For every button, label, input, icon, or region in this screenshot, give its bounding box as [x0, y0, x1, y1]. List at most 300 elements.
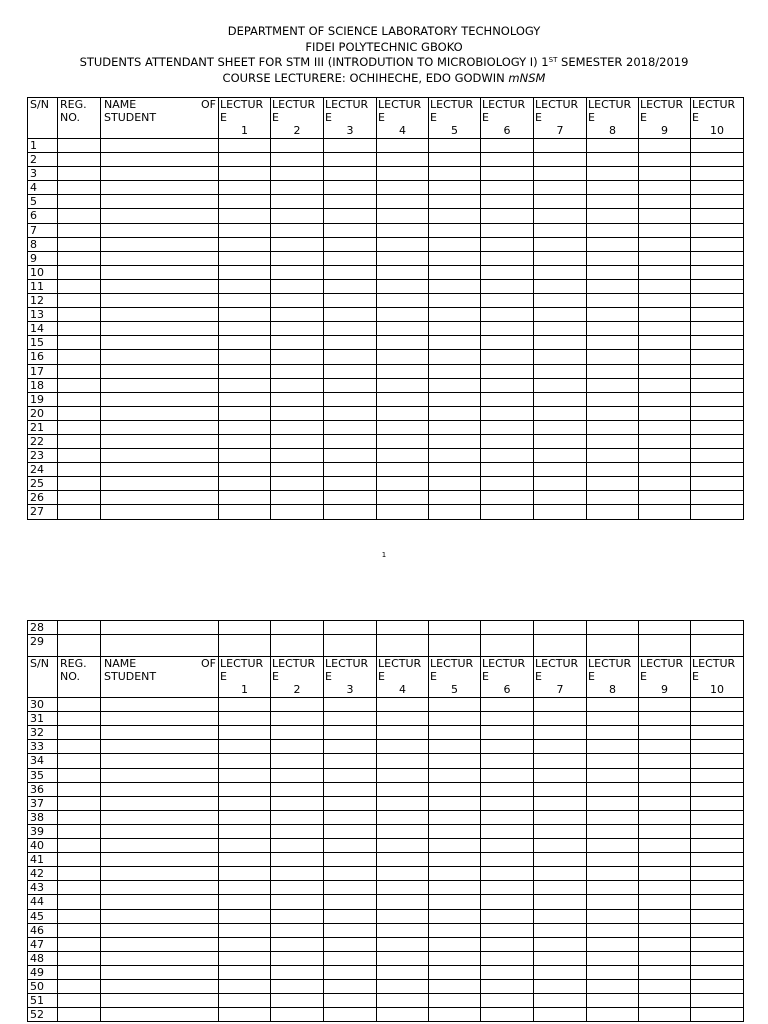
attendance-cell-lecture-2[interactable]: [271, 698, 324, 712]
attendance-cell-lecture-2[interactable]: [271, 881, 324, 895]
reg-no-cell[interactable]: [58, 153, 101, 167]
attendance-cell-lecture-3[interactable]: [324, 853, 377, 867]
attendance-cell-lecture-7[interactable]: [534, 392, 587, 406]
attendance-cell-lecture-2[interactable]: [271, 322, 324, 336]
attendance-cell-lecture-6[interactable]: [481, 251, 534, 265]
student-name-cell[interactable]: [101, 740, 219, 754]
attendance-cell-lecture-1[interactable]: [219, 909, 271, 923]
attendance-cell-lecture-8[interactable]: [587, 279, 639, 293]
attendance-cell-lecture-4[interactable]: [377, 294, 429, 308]
attendance-cell-lecture-6[interactable]: [481, 294, 534, 308]
reg-no-cell[interactable]: [58, 881, 101, 895]
attendance-cell-lecture-10[interactable]: [691, 209, 744, 223]
reg-no-cell[interactable]: [58, 477, 101, 491]
attendance-cell-lecture-5[interactable]: [429, 378, 481, 392]
attendance-cell-lecture-5[interactable]: [429, 434, 481, 448]
attendance-cell-lecture-7[interactable]: [534, 477, 587, 491]
attendance-cell-lecture-3[interactable]: [324, 881, 377, 895]
attendance-cell-lecture-5[interactable]: [429, 923, 481, 937]
attendance-cell-lecture-9[interactable]: [639, 712, 691, 726]
attendance-cell-lecture-7[interactable]: [534, 824, 587, 838]
attendance-cell-lecture-3[interactable]: [324, 378, 377, 392]
attendance-cell-lecture-2[interactable]: [271, 420, 324, 434]
attendance-cell-lecture-9[interactable]: [639, 364, 691, 378]
attendance-cell-lecture-6[interactable]: [481, 895, 534, 909]
attendance-cell-lecture-4[interactable]: [377, 406, 429, 420]
attendance-cell-lecture-10[interactable]: [691, 477, 744, 491]
attendance-cell-lecture-7[interactable]: [534, 853, 587, 867]
attendance-cell-lecture-8[interactable]: [587, 195, 639, 209]
attendance-cell-lecture-1[interactable]: [219, 251, 271, 265]
attendance-cell-lecture-7[interactable]: [534, 621, 587, 635]
attendance-cell-lecture-9[interactable]: [639, 308, 691, 322]
attendance-cell-lecture-6[interactable]: [481, 994, 534, 1008]
attendance-cell-lecture-2[interactable]: [271, 449, 324, 463]
attendance-cell-lecture-7[interactable]: [534, 153, 587, 167]
reg-no-cell[interactable]: [58, 251, 101, 265]
attendance-cell-lecture-1[interactable]: [219, 635, 271, 657]
attendance-cell-lecture-9[interactable]: [639, 491, 691, 505]
attendance-cell-lecture-2[interactable]: [271, 350, 324, 364]
attendance-cell-lecture-9[interactable]: [639, 209, 691, 223]
attendance-cell-lecture-5[interactable]: [429, 824, 481, 838]
reg-no-cell[interactable]: [58, 406, 101, 420]
reg-no-cell[interactable]: [58, 209, 101, 223]
attendance-cell-lecture-5[interactable]: [429, 726, 481, 740]
attendance-cell-lecture-9[interactable]: [639, 392, 691, 406]
student-name-cell[interactable]: [101, 839, 219, 853]
attendance-cell-lecture-2[interactable]: [271, 251, 324, 265]
attendance-cell-lecture-3[interactable]: [324, 768, 377, 782]
attendance-cell-lecture-8[interactable]: [587, 350, 639, 364]
attendance-cell-lecture-10[interactable]: [691, 1008, 744, 1022]
reg-no-cell[interactable]: [58, 505, 101, 519]
attendance-cell-lecture-6[interactable]: [481, 635, 534, 657]
attendance-cell-lecture-7[interactable]: [534, 237, 587, 251]
attendance-cell-lecture-6[interactable]: [481, 796, 534, 810]
attendance-cell-lecture-4[interactable]: [377, 181, 429, 195]
student-name-cell[interactable]: [101, 406, 219, 420]
attendance-cell-lecture-2[interactable]: [271, 181, 324, 195]
attendance-cell-lecture-2[interactable]: [271, 923, 324, 937]
attendance-cell-lecture-1[interactable]: [219, 364, 271, 378]
attendance-cell-lecture-3[interactable]: [324, 909, 377, 923]
attendance-cell-lecture-8[interactable]: [587, 782, 639, 796]
student-name-cell[interactable]: [101, 477, 219, 491]
attendance-cell-lecture-1[interactable]: [219, 965, 271, 979]
student-name-cell[interactable]: [101, 965, 219, 979]
attendance-cell-lecture-1[interactable]: [219, 491, 271, 505]
attendance-cell-lecture-9[interactable]: [639, 839, 691, 853]
attendance-cell-lecture-1[interactable]: [219, 477, 271, 491]
attendance-cell-lecture-10[interactable]: [691, 965, 744, 979]
attendance-cell-lecture-4[interactable]: [377, 740, 429, 754]
attendance-cell-lecture-8[interactable]: [587, 768, 639, 782]
attendance-cell-lecture-2[interactable]: [271, 994, 324, 1008]
attendance-cell-lecture-2[interactable]: [271, 810, 324, 824]
reg-no-cell[interactable]: [58, 853, 101, 867]
attendance-cell-lecture-1[interactable]: [219, 923, 271, 937]
attendance-cell-lecture-2[interactable]: [271, 796, 324, 810]
attendance-cell-lecture-6[interactable]: [481, 139, 534, 153]
attendance-cell-lecture-4[interactable]: [377, 434, 429, 448]
attendance-cell-lecture-10[interactable]: [691, 491, 744, 505]
attendance-cell-lecture-2[interactable]: [271, 167, 324, 181]
student-name-cell[interactable]: [101, 994, 219, 1008]
attendance-cell-lecture-4[interactable]: [377, 621, 429, 635]
attendance-cell-lecture-2[interactable]: [271, 434, 324, 448]
attendance-cell-lecture-6[interactable]: [481, 491, 534, 505]
attendance-cell-lecture-7[interactable]: [534, 378, 587, 392]
attendance-cell-lecture-1[interactable]: [219, 881, 271, 895]
attendance-cell-lecture-1[interactable]: [219, 505, 271, 519]
attendance-cell-lecture-6[interactable]: [481, 336, 534, 350]
attendance-cell-lecture-4[interactable]: [377, 1008, 429, 1022]
attendance-cell-lecture-1[interactable]: [219, 712, 271, 726]
student-name-cell[interactable]: [101, 294, 219, 308]
attendance-cell-lecture-3[interactable]: [324, 740, 377, 754]
attendance-cell-lecture-2[interactable]: [271, 782, 324, 796]
reg-no-cell[interactable]: [58, 754, 101, 768]
reg-no-cell[interactable]: [58, 308, 101, 322]
attendance-cell-lecture-2[interactable]: [271, 279, 324, 293]
reg-no-cell[interactable]: [58, 420, 101, 434]
attendance-cell-lecture-1[interactable]: [219, 895, 271, 909]
attendance-cell-lecture-1[interactable]: [219, 195, 271, 209]
attendance-cell-lecture-9[interactable]: [639, 979, 691, 993]
attendance-cell-lecture-10[interactable]: [691, 979, 744, 993]
student-name-cell[interactable]: [101, 909, 219, 923]
reg-no-cell[interactable]: [58, 937, 101, 951]
attendance-cell-lecture-2[interactable]: [271, 491, 324, 505]
attendance-cell-lecture-5[interactable]: [429, 322, 481, 336]
attendance-cell-lecture-1[interactable]: [219, 726, 271, 740]
attendance-cell-lecture-2[interactable]: [271, 824, 324, 838]
attendance-cell-lecture-9[interactable]: [639, 824, 691, 838]
attendance-cell-lecture-4[interactable]: [377, 392, 429, 406]
attendance-cell-lecture-5[interactable]: [429, 153, 481, 167]
attendance-cell-lecture-7[interactable]: [534, 449, 587, 463]
reg-no-cell[interactable]: [58, 839, 101, 853]
attendance-cell-lecture-3[interactable]: [324, 726, 377, 740]
attendance-cell-lecture-4[interactable]: [377, 350, 429, 364]
attendance-cell-lecture-1[interactable]: [219, 308, 271, 322]
attendance-cell-lecture-5[interactable]: [429, 796, 481, 810]
attendance-cell-lecture-9[interactable]: [639, 937, 691, 951]
attendance-cell-lecture-7[interactable]: [534, 294, 587, 308]
attendance-cell-lecture-3[interactable]: [324, 392, 377, 406]
attendance-cell-lecture-5[interactable]: [429, 139, 481, 153]
attendance-cell-lecture-1[interactable]: [219, 937, 271, 951]
attendance-cell-lecture-9[interactable]: [639, 463, 691, 477]
student-name-cell[interactable]: [101, 951, 219, 965]
student-name-cell[interactable]: [101, 810, 219, 824]
attendance-cell-lecture-6[interactable]: [481, 449, 534, 463]
reg-no-cell[interactable]: [58, 824, 101, 838]
attendance-cell-lecture-1[interactable]: [219, 994, 271, 1008]
attendance-cell-lecture-2[interactable]: [271, 895, 324, 909]
attendance-cell-lecture-5[interactable]: [429, 364, 481, 378]
attendance-cell-lecture-10[interactable]: [691, 923, 744, 937]
attendance-cell-lecture-1[interactable]: [219, 463, 271, 477]
attendance-cell-lecture-8[interactable]: [587, 796, 639, 810]
attendance-cell-lecture-10[interactable]: [691, 181, 744, 195]
reg-no-cell[interactable]: [58, 979, 101, 993]
attendance-cell-lecture-6[interactable]: [481, 181, 534, 195]
attendance-cell-lecture-8[interactable]: [587, 937, 639, 951]
attendance-cell-lecture-6[interactable]: [481, 322, 534, 336]
student-name-cell[interactable]: [101, 378, 219, 392]
attendance-cell-lecture-4[interactable]: [377, 994, 429, 1008]
attendance-cell-lecture-10[interactable]: [691, 768, 744, 782]
attendance-cell-lecture-3[interactable]: [324, 223, 377, 237]
attendance-cell-lecture-5[interactable]: [429, 209, 481, 223]
attendance-cell-lecture-5[interactable]: [429, 937, 481, 951]
attendance-cell-lecture-4[interactable]: [377, 223, 429, 237]
attendance-cell-lecture-6[interactable]: [481, 279, 534, 293]
attendance-cell-lecture-7[interactable]: [534, 406, 587, 420]
student-name-cell[interactable]: [101, 768, 219, 782]
attendance-cell-lecture-4[interactable]: [377, 839, 429, 853]
attendance-cell-lecture-5[interactable]: [429, 279, 481, 293]
attendance-cell-lecture-7[interactable]: [534, 881, 587, 895]
attendance-cell-lecture-10[interactable]: [691, 167, 744, 181]
student-name-cell[interactable]: [101, 181, 219, 195]
attendance-cell-lecture-6[interactable]: [481, 951, 534, 965]
attendance-cell-lecture-1[interactable]: [219, 768, 271, 782]
attendance-cell-lecture-2[interactable]: [271, 294, 324, 308]
attendance-cell-lecture-2[interactable]: [271, 712, 324, 726]
attendance-cell-lecture-1[interactable]: [219, 420, 271, 434]
attendance-cell-lecture-6[interactable]: [481, 839, 534, 853]
attendance-cell-lecture-8[interactable]: [587, 754, 639, 768]
attendance-cell-lecture-5[interactable]: [429, 881, 481, 895]
attendance-cell-lecture-2[interactable]: [271, 1008, 324, 1022]
attendance-cell-lecture-5[interactable]: [429, 867, 481, 881]
attendance-cell-lecture-3[interactable]: [324, 209, 377, 223]
attendance-cell-lecture-5[interactable]: [429, 754, 481, 768]
attendance-cell-lecture-9[interactable]: [639, 434, 691, 448]
attendance-cell-lecture-8[interactable]: [587, 881, 639, 895]
attendance-cell-lecture-8[interactable]: [587, 979, 639, 993]
attendance-cell-lecture-3[interactable]: [324, 796, 377, 810]
attendance-cell-lecture-4[interactable]: [377, 895, 429, 909]
student-name-cell[interactable]: [101, 782, 219, 796]
attendance-cell-lecture-10[interactable]: [691, 279, 744, 293]
attendance-cell-lecture-6[interactable]: [481, 378, 534, 392]
attendance-cell-lecture-1[interactable]: [219, 621, 271, 635]
attendance-cell-lecture-8[interactable]: [587, 463, 639, 477]
attendance-cell-lecture-5[interactable]: [429, 420, 481, 434]
attendance-cell-lecture-5[interactable]: [429, 308, 481, 322]
attendance-cell-lecture-2[interactable]: [271, 726, 324, 740]
attendance-cell-lecture-5[interactable]: [429, 698, 481, 712]
attendance-cell-lecture-10[interactable]: [691, 350, 744, 364]
attendance-cell-lecture-5[interactable]: [429, 768, 481, 782]
attendance-cell-lecture-5[interactable]: [429, 223, 481, 237]
attendance-cell-lecture-7[interactable]: [534, 1008, 587, 1022]
attendance-cell-lecture-1[interactable]: [219, 237, 271, 251]
attendance-cell-lecture-7[interactable]: [534, 251, 587, 265]
attendance-cell-lecture-1[interactable]: [219, 853, 271, 867]
attendance-cell-lecture-5[interactable]: [429, 994, 481, 1008]
attendance-cell-lecture-1[interactable]: [219, 167, 271, 181]
reg-no-cell[interactable]: [58, 392, 101, 406]
student-name-cell[interactable]: [101, 635, 219, 657]
attendance-cell-lecture-6[interactable]: [481, 754, 534, 768]
attendance-cell-lecture-5[interactable]: [429, 965, 481, 979]
attendance-cell-lecture-6[interactable]: [481, 810, 534, 824]
attendance-cell-lecture-5[interactable]: [429, 1008, 481, 1022]
attendance-cell-lecture-8[interactable]: [587, 139, 639, 153]
attendance-cell-lecture-3[interactable]: [324, 937, 377, 951]
attendance-cell-lecture-5[interactable]: [429, 839, 481, 853]
attendance-cell-lecture-2[interactable]: [271, 153, 324, 167]
attendance-cell-lecture-4[interactable]: [377, 195, 429, 209]
attendance-cell-lecture-10[interactable]: [691, 951, 744, 965]
attendance-cell-lecture-10[interactable]: [691, 698, 744, 712]
attendance-cell-lecture-8[interactable]: [587, 265, 639, 279]
attendance-cell-lecture-8[interactable]: [587, 223, 639, 237]
attendance-cell-lecture-7[interactable]: [534, 364, 587, 378]
attendance-cell-lecture-1[interactable]: [219, 322, 271, 336]
reg-no-cell[interactable]: [58, 698, 101, 712]
reg-no-cell[interactable]: [58, 463, 101, 477]
attendance-cell-lecture-3[interactable]: [324, 491, 377, 505]
attendance-cell-lecture-8[interactable]: [587, 181, 639, 195]
attendance-cell-lecture-3[interactable]: [324, 505, 377, 519]
attendance-cell-lecture-9[interactable]: [639, 621, 691, 635]
attendance-cell-lecture-1[interactable]: [219, 979, 271, 993]
student-name-cell[interactable]: [101, 265, 219, 279]
attendance-cell-lecture-3[interactable]: [324, 167, 377, 181]
attendance-cell-lecture-9[interactable]: [639, 336, 691, 350]
attendance-cell-lecture-6[interactable]: [481, 237, 534, 251]
attendance-cell-lecture-9[interactable]: [639, 153, 691, 167]
attendance-cell-lecture-2[interactable]: [271, 740, 324, 754]
attendance-cell-lecture-4[interactable]: [377, 782, 429, 796]
attendance-cell-lecture-3[interactable]: [324, 406, 377, 420]
attendance-cell-lecture-1[interactable]: [219, 406, 271, 420]
attendance-cell-lecture-4[interactable]: [377, 951, 429, 965]
reg-no-cell[interactable]: [58, 223, 101, 237]
student-name-cell[interactable]: [101, 726, 219, 740]
student-name-cell[interactable]: [101, 895, 219, 909]
attendance-cell-lecture-1[interactable]: [219, 810, 271, 824]
attendance-cell-lecture-4[interactable]: [377, 712, 429, 726]
attendance-cell-lecture-9[interactable]: [639, 477, 691, 491]
attendance-cell-lecture-7[interactable]: [534, 336, 587, 350]
attendance-cell-lecture-6[interactable]: [481, 463, 534, 477]
attendance-cell-lecture-8[interactable]: [587, 322, 639, 336]
attendance-cell-lecture-1[interactable]: [219, 698, 271, 712]
attendance-cell-lecture-1[interactable]: [219, 839, 271, 853]
attendance-cell-lecture-4[interactable]: [377, 881, 429, 895]
attendance-cell-lecture-6[interactable]: [481, 712, 534, 726]
attendance-cell-lecture-8[interactable]: [587, 726, 639, 740]
attendance-cell-lecture-5[interactable]: [429, 621, 481, 635]
attendance-cell-lecture-1[interactable]: [219, 782, 271, 796]
reg-no-cell[interactable]: [58, 336, 101, 350]
attendance-cell-lecture-5[interactable]: [429, 712, 481, 726]
attendance-cell-lecture-7[interactable]: [534, 308, 587, 322]
reg-no-cell[interactable]: [58, 740, 101, 754]
attendance-cell-lecture-4[interactable]: [377, 796, 429, 810]
attendance-cell-lecture-2[interactable]: [271, 867, 324, 881]
attendance-cell-lecture-7[interactable]: [534, 279, 587, 293]
attendance-cell-lecture-2[interactable]: [271, 505, 324, 519]
reg-no-cell[interactable]: [58, 167, 101, 181]
attendance-cell-lecture-5[interactable]: [429, 979, 481, 993]
attendance-cell-lecture-7[interactable]: [534, 223, 587, 237]
attendance-cell-lecture-2[interactable]: [271, 951, 324, 965]
attendance-cell-lecture-6[interactable]: [481, 505, 534, 519]
attendance-cell-lecture-6[interactable]: [481, 867, 534, 881]
attendance-cell-lecture-8[interactable]: [587, 839, 639, 853]
attendance-cell-lecture-9[interactable]: [639, 635, 691, 657]
attendance-cell-lecture-8[interactable]: [587, 449, 639, 463]
attendance-cell-lecture-9[interactable]: [639, 322, 691, 336]
student-name-cell[interactable]: [101, 195, 219, 209]
attendance-cell-lecture-4[interactable]: [377, 420, 429, 434]
attendance-cell-lecture-3[interactable]: [324, 810, 377, 824]
attendance-cell-lecture-3[interactable]: [324, 621, 377, 635]
attendance-cell-lecture-1[interactable]: [219, 336, 271, 350]
attendance-cell-lecture-2[interactable]: [271, 195, 324, 209]
attendance-cell-lecture-3[interactable]: [324, 434, 377, 448]
attendance-cell-lecture-9[interactable]: [639, 867, 691, 881]
attendance-cell-lecture-3[interactable]: [324, 635, 377, 657]
attendance-cell-lecture-3[interactable]: [324, 923, 377, 937]
attendance-cell-lecture-5[interactable]: [429, 505, 481, 519]
attendance-cell-lecture-10[interactable]: [691, 839, 744, 853]
attendance-cell-lecture-2[interactable]: [271, 754, 324, 768]
attendance-cell-lecture-1[interactable]: [219, 824, 271, 838]
attendance-cell-lecture-2[interactable]: [271, 392, 324, 406]
attendance-cell-lecture-9[interactable]: [639, 1008, 691, 1022]
attendance-cell-lecture-7[interactable]: [534, 796, 587, 810]
attendance-cell-lecture-3[interactable]: [324, 698, 377, 712]
attendance-cell-lecture-8[interactable]: [587, 909, 639, 923]
attendance-cell-lecture-8[interactable]: [587, 1008, 639, 1022]
attendance-cell-lecture-9[interactable]: [639, 994, 691, 1008]
attendance-cell-lecture-4[interactable]: [377, 463, 429, 477]
attendance-cell-lecture-9[interactable]: [639, 782, 691, 796]
attendance-cell-lecture-3[interactable]: [324, 279, 377, 293]
attendance-cell-lecture-8[interactable]: [587, 251, 639, 265]
attendance-cell-lecture-7[interactable]: [534, 768, 587, 782]
attendance-cell-lecture-3[interactable]: [324, 895, 377, 909]
attendance-cell-lecture-9[interactable]: [639, 279, 691, 293]
attendance-cell-lecture-5[interactable]: [429, 195, 481, 209]
reg-no-cell[interactable]: [58, 796, 101, 810]
attendance-cell-lecture-7[interactable]: [534, 139, 587, 153]
attendance-cell-lecture-10[interactable]: [691, 881, 744, 895]
attendance-cell-lecture-7[interactable]: [534, 965, 587, 979]
student-name-cell[interactable]: [101, 336, 219, 350]
attendance-cell-lecture-1[interactable]: [219, 139, 271, 153]
attendance-cell-lecture-5[interactable]: [429, 406, 481, 420]
attendance-cell-lecture-4[interactable]: [377, 810, 429, 824]
attendance-cell-lecture-2[interactable]: [271, 839, 324, 853]
attendance-cell-lecture-8[interactable]: [587, 420, 639, 434]
attendance-cell-lecture-8[interactable]: [587, 824, 639, 838]
attendance-cell-lecture-7[interactable]: [534, 909, 587, 923]
attendance-cell-lecture-7[interactable]: [534, 937, 587, 951]
student-name-cell[interactable]: [101, 237, 219, 251]
attendance-cell-lecture-3[interactable]: [324, 867, 377, 881]
attendance-cell-lecture-3[interactable]: [324, 477, 377, 491]
